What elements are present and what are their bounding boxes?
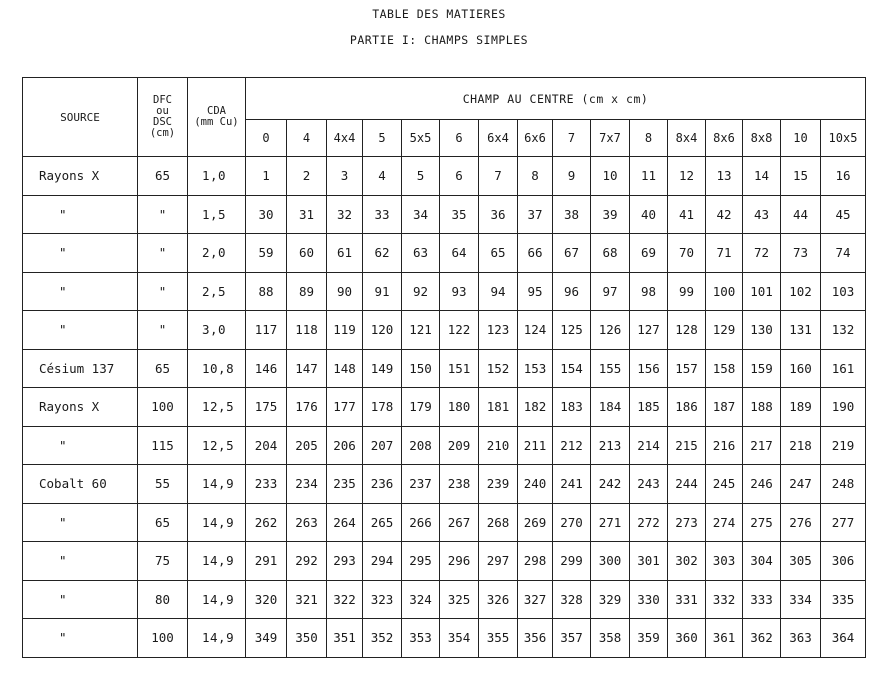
source-cell: " <box>23 426 138 465</box>
page-number-cell: 59 <box>246 234 287 273</box>
page-number-cell: 117 <box>246 311 287 350</box>
page-number-cell: 266 <box>402 503 440 542</box>
header-field-size: 6x6 <box>518 120 553 157</box>
dfc-cell: " <box>138 195 188 234</box>
header-dfc-line4: (cm) <box>149 127 176 139</box>
page-number-cell: 66 <box>518 234 553 273</box>
page-number-cell: 304 <box>743 542 781 581</box>
page-number-cell: 3 <box>327 157 363 196</box>
header-field-size: 10x5 <box>821 120 866 157</box>
page-number-cell: 128 <box>668 311 706 350</box>
page-number-cell: 183 <box>553 388 591 427</box>
page-number-cell: 96 <box>553 272 591 311</box>
page-number-cell: 7 <box>479 157 518 196</box>
page-number-cell: 306 <box>821 542 866 581</box>
page-subtitle: PARTIE I: CHAMPS SIMPLES <box>349 33 529 47</box>
page-number-cell: 94 <box>479 272 518 311</box>
page-number-cell: 210 <box>479 426 518 465</box>
page-number-cell: 153 <box>518 349 553 388</box>
page-number-cell: 300 <box>591 542 630 581</box>
page-number-cell: 276 <box>781 503 821 542</box>
page-number-cell: 359 <box>630 619 668 658</box>
dfc-cell: 65 <box>138 349 188 388</box>
page-number-cell: 182 <box>518 388 553 427</box>
page-number-cell: 248 <box>821 465 866 504</box>
page-number-cell: 14 <box>743 157 781 196</box>
source-cell: " <box>23 542 138 581</box>
dfc-cell: 100 <box>138 619 188 658</box>
page-number-cell: 177 <box>327 388 363 427</box>
page-number-cell: 158 <box>706 349 743 388</box>
dfc-cell: 55 <box>138 465 188 504</box>
page-number-cell: 301 <box>630 542 668 581</box>
page-number-cell: 243 <box>630 465 668 504</box>
page-number-cell: 10 <box>591 157 630 196</box>
page-number-cell: 293 <box>327 542 363 581</box>
page-number-cell: 236 <box>363 465 402 504</box>
table-row <box>23 349 866 388</box>
page-number-cell: 154 <box>553 349 591 388</box>
page-number-cell: 351 <box>327 619 363 658</box>
page-number-cell: 74 <box>821 234 866 273</box>
dfc-cell: " <box>138 272 188 311</box>
page-number-cell: 349 <box>246 619 287 658</box>
page-number-cell: 126 <box>591 311 630 350</box>
cda-cell: 12,5 <box>188 426 246 465</box>
dfc-cell: 65 <box>138 157 188 196</box>
header-field-size: 5x5 <box>402 120 440 157</box>
page-number-cell: 131 <box>781 311 821 350</box>
page-number-cell: 123 <box>479 311 518 350</box>
page-number-cell: 217 <box>743 426 781 465</box>
page-number-cell: 186 <box>668 388 706 427</box>
page-number-cell: 43 <box>743 195 781 234</box>
page-number-cell: 132 <box>821 311 866 350</box>
page-number-cell: 269 <box>518 503 553 542</box>
page-number-cell: 327 <box>518 580 553 619</box>
page-number-cell: 187 <box>706 388 743 427</box>
page-number-cell: 362 <box>743 619 781 658</box>
page-number-cell: 37 <box>518 195 553 234</box>
page-number-cell: 267 <box>440 503 479 542</box>
header-field-size: 6x4 <box>479 120 518 157</box>
page-number-cell: 363 <box>781 619 821 658</box>
page-number-cell: 72 <box>743 234 781 273</box>
page-number-cell: 95 <box>518 272 553 311</box>
page-number-cell: 151 <box>440 349 479 388</box>
page-number-cell: 205 <box>287 426 327 465</box>
page-number-cell: 100 <box>706 272 743 311</box>
cda-cell: 14,9 <box>188 580 246 619</box>
page-number-cell: 296 <box>440 542 479 581</box>
page-number-cell: 238 <box>440 465 479 504</box>
table-body <box>23 157 866 658</box>
page-number-cell: 219 <box>821 426 866 465</box>
dfc-cell: 100 <box>138 388 188 427</box>
page-number-cell: 356 <box>518 619 553 658</box>
page-number-cell: 160 <box>781 349 821 388</box>
page-number-cell: 303 <box>706 542 743 581</box>
header-dfc <box>138 78 188 157</box>
page-number-cell: 208 <box>402 426 440 465</box>
page-number-cell: 176 <box>287 388 327 427</box>
page-number-cell: 30 <box>246 195 287 234</box>
page-number-cell: 91 <box>363 272 402 311</box>
page-number-cell: 209 <box>440 426 479 465</box>
page-number-cell: 71 <box>706 234 743 273</box>
page-number-cell: 216 <box>706 426 743 465</box>
page-number-cell: 2 <box>287 157 327 196</box>
cda-cell: 2,0 <box>188 234 246 273</box>
dfc-cell: 80 <box>138 580 188 619</box>
page-number-cell: 70 <box>668 234 706 273</box>
page-number-cell: 361 <box>706 619 743 658</box>
page-number-cell: 353 <box>402 619 440 658</box>
page-number-cell: 60 <box>287 234 327 273</box>
page-number-cell: 38 <box>553 195 591 234</box>
table-row <box>23 542 866 581</box>
page-number-cell: 355 <box>479 619 518 658</box>
page-number-cell: 350 <box>287 619 327 658</box>
page-number-cell: 321 <box>287 580 327 619</box>
page-number-cell: 1 <box>246 157 287 196</box>
page-number-cell: 325 <box>440 580 479 619</box>
page-number-cell: 98 <box>630 272 668 311</box>
page-number-cell: 305 <box>781 542 821 581</box>
table-row <box>23 388 866 427</box>
page-number-cell: 334 <box>781 580 821 619</box>
page-number-cell: 240 <box>518 465 553 504</box>
page-number-cell: 189 <box>781 388 821 427</box>
page-number-cell: 277 <box>821 503 866 542</box>
cda-cell: 3,0 <box>188 311 246 350</box>
page-number-cell: 150 <box>402 349 440 388</box>
page-number-cell: 125 <box>553 311 591 350</box>
table-row <box>23 503 866 542</box>
page-number-cell: 88 <box>246 272 287 311</box>
source-cell: " <box>23 272 138 311</box>
page-number-cell: 329 <box>591 580 630 619</box>
page-number-cell: 35 <box>440 195 479 234</box>
cda-cell: 2,5 <box>188 272 246 311</box>
source-cell: Cobalt 60 <box>23 465 138 504</box>
header-dfc-line1: DFC <box>153 94 172 106</box>
page-number-cell: 297 <box>479 542 518 581</box>
table-row <box>23 195 866 234</box>
source-cell: Césium 137 <box>23 349 138 388</box>
page-number-cell: 122 <box>440 311 479 350</box>
page-number-cell: 360 <box>668 619 706 658</box>
page-number-cell: 215 <box>668 426 706 465</box>
header-field-size: 8x6 <box>706 120 743 157</box>
dfc-cell: 115 <box>138 426 188 465</box>
page-number-cell: 92 <box>402 272 440 311</box>
page-number-cell: 264 <box>327 503 363 542</box>
page-number-cell: 330 <box>630 580 668 619</box>
header-field-size: 5 <box>363 120 402 157</box>
page-number-cell: 184 <box>591 388 630 427</box>
page-number-cell: 6 <box>440 157 479 196</box>
page-number-cell: 328 <box>553 580 591 619</box>
page-number-cell: 120 <box>363 311 402 350</box>
page-number-cell: 357 <box>553 619 591 658</box>
page-number-cell: 214 <box>630 426 668 465</box>
source-cell: Rayons X <box>23 388 138 427</box>
page-number-cell: 262 <box>246 503 287 542</box>
page-number-cell: 65 <box>479 234 518 273</box>
page-number-cell: 149 <box>363 349 402 388</box>
page-number-cell: 8 <box>518 157 553 196</box>
header-field-size: 0 <box>246 120 287 157</box>
source-cell: " <box>23 234 138 273</box>
page-number-cell: 4 <box>363 157 402 196</box>
table-row <box>23 311 866 350</box>
page-number-cell: 271 <box>591 503 630 542</box>
dfc-cell: " <box>138 234 188 273</box>
page-number-cell: 326 <box>479 580 518 619</box>
page-number-cell: 324 <box>402 580 440 619</box>
header-field-size: 8 <box>630 120 668 157</box>
header-champ-au-centre: CHAMP AU CENTRE (cm x cm) <box>246 78 866 120</box>
dfc-cell: " <box>138 311 188 350</box>
page-number-cell: 188 <box>743 388 781 427</box>
page-number-cell: 157 <box>668 349 706 388</box>
page-number-cell: 63 <box>402 234 440 273</box>
cda-cell: 10,8 <box>188 349 246 388</box>
page-number-cell: 235 <box>327 465 363 504</box>
page-number-cell: 45 <box>821 195 866 234</box>
page-number-cell: 291 <box>246 542 287 581</box>
page-number-cell: 175 <box>246 388 287 427</box>
header-cda <box>188 78 246 157</box>
table-row <box>23 465 866 504</box>
source-cell: " <box>23 195 138 234</box>
page-number-cell: 33 <box>363 195 402 234</box>
page-number-cell: 272 <box>630 503 668 542</box>
page-number-cell: 358 <box>591 619 630 658</box>
page-number-cell: 211 <box>518 426 553 465</box>
page-number-cell: 9 <box>553 157 591 196</box>
page-number-cell: 233 <box>246 465 287 504</box>
page-number-cell: 121 <box>402 311 440 350</box>
header-field-size: 4x4 <box>327 120 363 157</box>
source-cell: " <box>23 503 138 542</box>
page-number-cell: 275 <box>743 503 781 542</box>
page-number-cell: 263 <box>287 503 327 542</box>
page-number-cell: 62 <box>363 234 402 273</box>
header-field-size: 8x4 <box>668 120 706 157</box>
page-number-cell: 265 <box>363 503 402 542</box>
page-number-cell: 73 <box>781 234 821 273</box>
page-number-cell: 129 <box>706 311 743 350</box>
cda-cell: 1,5 <box>188 195 246 234</box>
header-field-size: 7 <box>553 120 591 157</box>
page-number-cell: 218 <box>781 426 821 465</box>
page-number-cell: 68 <box>591 234 630 273</box>
page-number-cell: 147 <box>287 349 327 388</box>
page-number-cell: 190 <box>821 388 866 427</box>
page-number-cell: 234 <box>287 465 327 504</box>
page-number-cell: 320 <box>246 580 287 619</box>
page-number-cell: 34 <box>402 195 440 234</box>
page-number-cell: 69 <box>630 234 668 273</box>
contents-table <box>22 77 866 658</box>
page-number-cell: 179 <box>402 388 440 427</box>
page-number-cell: 204 <box>246 426 287 465</box>
page-number-cell: 5 <box>402 157 440 196</box>
table-row <box>23 272 866 311</box>
page-number-cell: 13 <box>706 157 743 196</box>
page-number-cell: 364 <box>821 619 866 658</box>
header-dfc-line3: DSC <box>153 116 172 128</box>
source-cell: " <box>23 619 138 658</box>
page-number-cell: 64 <box>440 234 479 273</box>
page-number-cell: 90 <box>327 272 363 311</box>
cda-cell: 14,9 <box>188 619 246 658</box>
page-number-cell: 118 <box>287 311 327 350</box>
page-number-cell: 239 <box>479 465 518 504</box>
page-number-cell: 302 <box>668 542 706 581</box>
cda-cell: 1,0 <box>188 157 246 196</box>
page-number-cell: 127 <box>630 311 668 350</box>
page-number-cell: 352 <box>363 619 402 658</box>
header-source: SOURCE <box>23 78 138 157</box>
page-number-cell: 299 <box>553 542 591 581</box>
page-number-cell: 41 <box>668 195 706 234</box>
page-number-cell: 332 <box>706 580 743 619</box>
page-number-cell: 242 <box>591 465 630 504</box>
header-field-size: 4 <box>287 120 327 157</box>
dfc-cell: 65 <box>138 503 188 542</box>
page-number-cell: 148 <box>327 349 363 388</box>
page-number-cell: 245 <box>706 465 743 504</box>
cda-cell: 14,9 <box>188 542 246 581</box>
page-number-cell: 93 <box>440 272 479 311</box>
source-cell: " <box>23 311 138 350</box>
table-row <box>23 580 866 619</box>
cda-cell: 14,9 <box>188 503 246 542</box>
page-number-cell: 185 <box>630 388 668 427</box>
table-row <box>23 426 866 465</box>
page-number-cell: 274 <box>706 503 743 542</box>
page-number-cell: 61 <box>327 234 363 273</box>
table-row <box>23 234 866 273</box>
header-field-size: 8x8 <box>743 120 781 157</box>
header-field-size: 10 <box>781 120 821 157</box>
page-number-cell: 32 <box>327 195 363 234</box>
page-number-cell: 323 <box>363 580 402 619</box>
page-number-cell: 180 <box>440 388 479 427</box>
page-number-cell: 270 <box>553 503 591 542</box>
page-number-cell: 101 <box>743 272 781 311</box>
page-number-cell: 67 <box>553 234 591 273</box>
page-number-cell: 178 <box>363 388 402 427</box>
table-row <box>23 619 866 658</box>
page-number-cell: 244 <box>668 465 706 504</box>
page-number-cell: 97 <box>591 272 630 311</box>
page-number-cell: 159 <box>743 349 781 388</box>
header-field-size: 7x7 <box>591 120 630 157</box>
page-number-cell: 36 <box>479 195 518 234</box>
header-field-size: 6 <box>440 120 479 157</box>
table-row <box>23 157 866 196</box>
page-number-cell: 246 <box>743 465 781 504</box>
page-number-cell: 119 <box>327 311 363 350</box>
page-number-cell: 11 <box>630 157 668 196</box>
page-number-cell: 161 <box>821 349 866 388</box>
page-number-cell: 292 <box>287 542 327 581</box>
page-number-cell: 102 <box>781 272 821 311</box>
page-number-cell: 247 <box>781 465 821 504</box>
page-number-cell: 44 <box>781 195 821 234</box>
page-number-cell: 354 <box>440 619 479 658</box>
page-number-cell: 181 <box>479 388 518 427</box>
page-number-cell: 335 <box>821 580 866 619</box>
header-dfc-line2: ou <box>156 105 169 117</box>
page-number-cell: 213 <box>591 426 630 465</box>
page-title: TABLE DES MATIERES <box>372 7 506 21</box>
page-number-cell: 206 <box>327 426 363 465</box>
page-number-cell: 89 <box>287 272 327 311</box>
page-number-cell: 12 <box>668 157 706 196</box>
page-number-cell: 295 <box>402 542 440 581</box>
page-number-cell: 237 <box>402 465 440 504</box>
page-number-cell: 130 <box>743 311 781 350</box>
header-cda-line1: CDA <box>207 105 226 117</box>
cda-cell: 12,5 <box>188 388 246 427</box>
page-number-cell: 268 <box>479 503 518 542</box>
page-number-cell: 152 <box>479 349 518 388</box>
page-number-cell: 241 <box>553 465 591 504</box>
page-number-cell: 15 <box>781 157 821 196</box>
page-number-cell: 322 <box>327 580 363 619</box>
page-number-cell: 16 <box>821 157 866 196</box>
cda-cell: 14,9 <box>188 465 246 504</box>
page-number-cell: 156 <box>630 349 668 388</box>
page-number-cell: 40 <box>630 195 668 234</box>
source-cell: Rayons X <box>23 157 138 196</box>
page-number-cell: 124 <box>518 311 553 350</box>
page-number-cell: 273 <box>668 503 706 542</box>
page-number-cell: 42 <box>706 195 743 234</box>
page-number-cell: 31 <box>287 195 327 234</box>
page-number-cell: 294 <box>363 542 402 581</box>
page-number-cell: 146 <box>246 349 287 388</box>
header-cda-line2: (mm Cu) <box>194 116 239 128</box>
page-number-cell: 39 <box>591 195 630 234</box>
page-number-cell: 298 <box>518 542 553 581</box>
page-number-cell: 207 <box>363 426 402 465</box>
source-cell: " <box>23 580 138 619</box>
page-number-cell: 212 <box>553 426 591 465</box>
page-number-cell: 333 <box>743 580 781 619</box>
page-number-cell: 103 <box>821 272 866 311</box>
page-number-cell: 99 <box>668 272 706 311</box>
dfc-cell: 75 <box>138 542 188 581</box>
page-number-cell: 331 <box>668 580 706 619</box>
page-number-cell: 155 <box>591 349 630 388</box>
